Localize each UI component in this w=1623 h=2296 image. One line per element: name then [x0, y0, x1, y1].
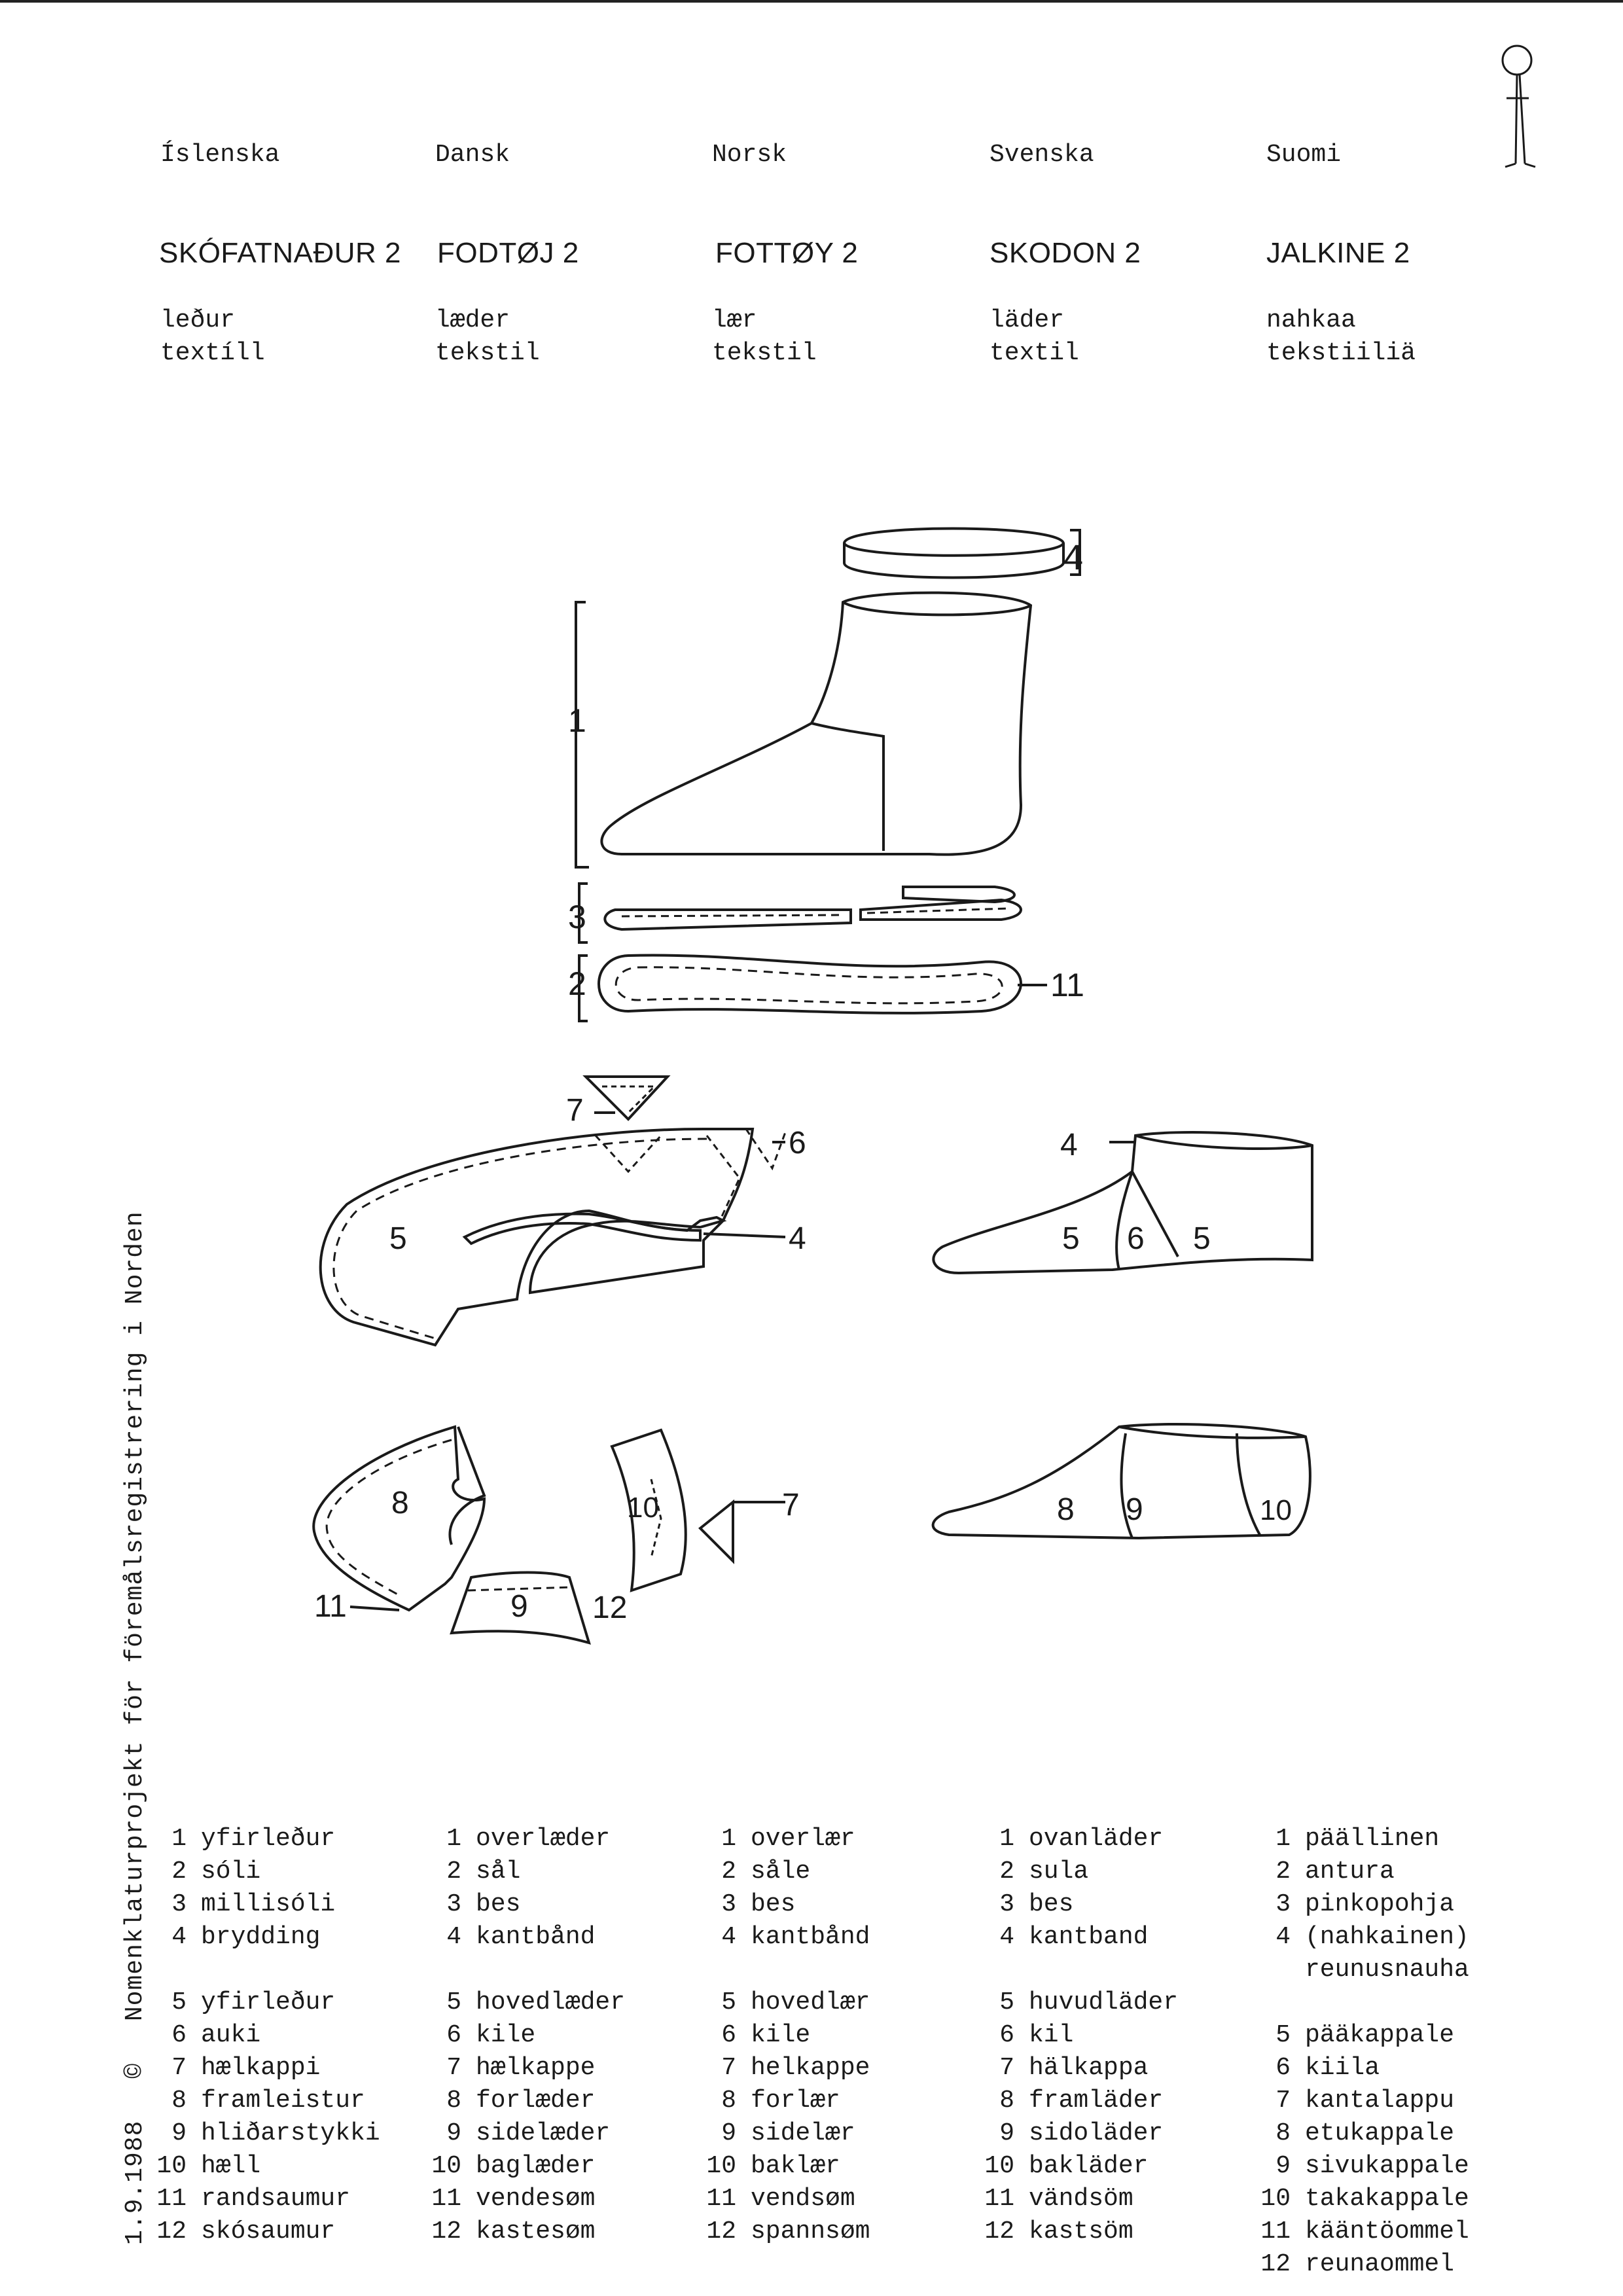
term-text: takakappale [1305, 2185, 1469, 2213]
term-number: 10 [431, 2152, 461, 2180]
term-row [1251, 2052, 1469, 2085]
term-number: 7 [721, 2054, 736, 2082]
term-text: bes [1029, 1890, 1074, 1918]
term-row [975, 1888, 1178, 1921]
term-row [975, 1823, 1178, 1856]
term-row [422, 1823, 625, 1856]
term-row [697, 2019, 870, 2052]
lang-finnish: Suomi [1266, 141, 1342, 169]
term-text: helkappe [751, 2054, 870, 2082]
terms-danish [422, 1823, 625, 2248]
term-number: 9 [721, 2119, 736, 2147]
term-text: bes [751, 1890, 796, 1918]
term-row [147, 2117, 380, 2150]
term-row [1251, 2215, 1469, 2248]
term-row [147, 1986, 380, 2019]
term-number: 6 [1275, 2054, 1291, 2082]
term-row [422, 1921, 625, 1954]
heel-gusset-top [586, 1077, 668, 1119]
term-text: bakläder [1029, 2152, 1149, 2180]
term-number: 11 [984, 2185, 1014, 2213]
term-number: 10 [156, 2152, 187, 2180]
label-9-pattern: 9 [510, 1589, 528, 1624]
copyright-icon: © [121, 2062, 149, 2079]
term-number: 12 [984, 2217, 1014, 2246]
term-number: 1 [999, 1825, 1014, 1853]
term-text: kastsöm [1029, 2217, 1133, 2246]
label-7-bottom: 7 [782, 1488, 800, 1522]
term-text: skósaumur [201, 2217, 336, 2246]
term-row [1251, 2019, 1469, 2052]
footer-project: Nomenklaturprojekt för föremålsregistrering i Norden [121, 1211, 149, 2022]
term-text: yfirleður [201, 1825, 336, 1853]
term-text: kantbånd [751, 1923, 870, 1951]
material-item: læder [435, 306, 510, 334]
term-text: baglæder [476, 2152, 596, 2180]
term-text: sidoläder [1029, 2119, 1164, 2147]
term-row [697, 1888, 870, 1921]
material-item: tekstiiliä [1266, 339, 1416, 367]
term-text: kantband [1029, 1923, 1149, 1951]
term-text: framleistur [201, 2087, 365, 2115]
term-number: 5 [446, 1988, 461, 2017]
term-number: 1 [446, 1825, 461, 1853]
term-number: 4 [999, 1923, 1014, 1951]
term-number: 5 [1275, 2021, 1291, 2049]
figure-mascot-icon [1503, 46, 1535, 167]
term-number: 5 [171, 1988, 187, 2017]
term-text: sóli [201, 1857, 261, 1886]
term-text: bes [476, 1890, 521, 1918]
term-text: millisóli [201, 1890, 336, 1918]
term-number: 6 [721, 2021, 736, 2049]
term-number: 9 [171, 2119, 187, 2147]
term-row [147, 2019, 380, 2052]
term-text: overlær [751, 1825, 855, 1853]
term-text: pinkopohja [1305, 1890, 1455, 1918]
label-5b-shoe-a: 5 [1193, 1221, 1211, 1256]
label-1: 1 [568, 702, 586, 739]
term-text: kantbånd [476, 1923, 596, 1951]
term-number: 1 [171, 1825, 187, 1853]
term-number: 2 [721, 1857, 736, 1886]
term-text: brydding [201, 1923, 321, 1951]
label-4-top: 4 [1063, 538, 1084, 577]
term-text: vändsöm [1029, 2185, 1133, 2213]
term-group-gap [422, 1954, 625, 1986]
term-text: kastesøm [476, 2217, 596, 2246]
term-text: forlæder [476, 2087, 596, 2115]
footer-date: 1.9.1988 [121, 2120, 149, 2245]
material-item: läder [990, 306, 1065, 334]
term-row [422, 2215, 625, 2248]
term-text: hovedlæder [476, 1988, 626, 2017]
term-row [147, 2183, 380, 2215]
term-text: kiila [1305, 2054, 1380, 2082]
term-row [1251, 1823, 1469, 1856]
term-number: 9 [446, 2119, 461, 2147]
lang-norwegian: Norsk [712, 141, 787, 169]
term-row [1251, 2183, 1469, 2215]
term-number: 11 [431, 2185, 461, 2213]
term-number: 8 [721, 2087, 736, 2115]
term-number: 3 [446, 1890, 461, 1918]
label-11-pattern: 11 [314, 1589, 347, 1624]
term-number: 2 [999, 1857, 1014, 1886]
term-row [1251, 2248, 1469, 2281]
term-text: reunaommel [1305, 2250, 1455, 2278]
term-row [975, 1986, 1178, 2019]
term-row [422, 2183, 625, 2215]
term-row [147, 1856, 380, 1888]
term-number: 7 [999, 2054, 1014, 2082]
term-row [697, 2117, 870, 2150]
term-number: 5 [999, 1988, 1014, 2017]
term-row [147, 2215, 380, 2248]
term-text: vendsøm [751, 2185, 855, 2213]
term-number: 7 [171, 2054, 187, 2082]
term-number: 9 [1275, 2152, 1291, 2180]
term-number: 3 [999, 1890, 1014, 1918]
term-row [697, 2150, 870, 2183]
term-number: 3 [721, 1890, 736, 1918]
term-row [975, 1856, 1178, 1888]
lang-danish: Dansk [435, 141, 510, 169]
term-text: kile [751, 2021, 811, 2049]
term-number: 2 [446, 1857, 461, 1886]
terms-swedish [975, 1823, 1178, 2248]
label-5-shoe-a: 5 [1062, 1221, 1080, 1256]
term-text: kääntöommel [1305, 2217, 1469, 2246]
term-row [697, 2085, 870, 2117]
term-number: 12 [156, 2217, 187, 2246]
term-number: 7 [446, 2054, 461, 2082]
label-3: 3 [568, 899, 586, 935]
terms-icelandic [147, 1823, 380, 2248]
heel-gusset-bottom [700, 1502, 785, 1561]
term-row [975, 2052, 1178, 2085]
title-norwegian: FOTTØY 2 [715, 237, 859, 269]
terms-finnish [1251, 1823, 1469, 2281]
material-item: nahkaa [1266, 306, 1356, 334]
term-text: sidelær [751, 2119, 855, 2147]
term-row [422, 1888, 625, 1921]
term-row [1251, 1921, 1469, 1954]
term-number: 4 [446, 1923, 461, 1951]
term-text: pääkappale [1305, 2021, 1455, 2049]
label-9-shoe-b: 9 [1126, 1492, 1143, 1527]
term-row [1251, 1888, 1469, 1921]
term-number: 11 [706, 2185, 736, 2213]
term-text: sidelæder [476, 2119, 611, 2147]
title-finnish: JALKINE 2 [1266, 237, 1410, 269]
term-text: reunusnauha [1305, 1956, 1469, 1984]
term-number: 12 [431, 2217, 461, 2246]
term-text: yfirleður [201, 1988, 336, 2017]
term-row [697, 1921, 870, 1954]
term-row [975, 1921, 1178, 1954]
label-11-top: 11 [1050, 967, 1084, 1003]
label-8-shoe-b: 8 [1057, 1492, 1075, 1527]
term-number: 8 [999, 2087, 1014, 2115]
term-number: 6 [171, 2021, 187, 2049]
term-row [147, 2150, 380, 2183]
term-number: 4 [721, 1923, 736, 1951]
term-text: framläder [1029, 2087, 1164, 2115]
label-8-pattern: 8 [391, 1486, 409, 1520]
term-number: 1 [1275, 1825, 1291, 1853]
boot-upper [576, 593, 1031, 867]
term-text: vendesøm [476, 2185, 596, 2213]
term-group-gap [1251, 1986, 1469, 2019]
footer-vertical [121, 1185, 149, 2245]
term-row [1251, 1954, 1469, 1986]
label-4-pattern: 4 [789, 1221, 806, 1256]
insole-bes [579, 884, 1021, 942]
term-row [147, 2085, 380, 2117]
term-row [697, 1986, 870, 2019]
term-row [147, 1823, 380, 1856]
label-10-pattern: 10 [627, 1492, 659, 1524]
term-text: kil [1029, 2021, 1074, 2049]
material-item: tekstil [435, 339, 540, 367]
term-row [975, 2019, 1178, 2052]
term-row [422, 2117, 625, 2150]
term-row [422, 2052, 625, 2085]
term-number: 8 [446, 2087, 461, 2115]
term-number: 11 [156, 2185, 187, 2213]
term-number: 12 [706, 2217, 736, 2246]
title-danish: FODTØJ 2 [437, 237, 579, 269]
term-row [422, 2085, 625, 2117]
term-number: 8 [171, 2087, 187, 2115]
term-text: kile [476, 2021, 536, 2049]
term-row [147, 1888, 380, 1921]
label-6-pattern: 6 [789, 1126, 806, 1160]
term-row [422, 1856, 625, 1888]
term-row [975, 2183, 1178, 2215]
label-10-shoe-b: 10 [1260, 1494, 1292, 1526]
term-number: 5 [721, 1988, 736, 2017]
term-number: 2 [171, 1857, 187, 1886]
shoe-style-b [933, 1424, 1310, 1538]
term-row [975, 2085, 1178, 2117]
material-item: lær [712, 306, 757, 334]
title-swedish: SKODON 2 [990, 237, 1141, 269]
term-text: randsaumur [201, 2185, 351, 2213]
label-5-pattern: 5 [389, 1221, 407, 1256]
label-2: 2 [568, 965, 586, 1002]
term-text: päällinen [1305, 1825, 1440, 1853]
term-number: 3 [1275, 1890, 1291, 1918]
term-text: (nahkainen) [1305, 1923, 1469, 1951]
material-item: textíll [160, 339, 265, 367]
term-text: forlær [751, 2087, 840, 2115]
material-item: tekstil [712, 339, 817, 367]
term-row [697, 2052, 870, 2085]
term-row [1251, 2117, 1469, 2150]
lang-icelandic: Íslenska [160, 141, 280, 169]
term-number: 4 [171, 1923, 187, 1951]
term-number: 12 [1260, 2250, 1291, 2278]
material-item: textil [990, 339, 1079, 367]
terms-norwegian [697, 1823, 870, 2248]
term-row [697, 1823, 870, 1856]
term-row [147, 1921, 380, 1954]
term-row [697, 2183, 870, 2215]
term-text: sula [1029, 1857, 1089, 1886]
term-row [697, 2215, 870, 2248]
term-number: 6 [999, 2021, 1014, 2049]
term-group-gap [697, 1954, 870, 1986]
term-row [975, 2150, 1178, 2183]
sole [579, 956, 1047, 1021]
term-text: sivukappale [1305, 2152, 1469, 2180]
term-text: såle [751, 1857, 811, 1886]
term-number: 2 [1275, 1857, 1291, 1886]
term-number: 10 [984, 2152, 1014, 2180]
term-row [422, 2150, 625, 2183]
term-text: hælkappi [201, 2054, 321, 2082]
term-text: hovedlær [751, 1988, 870, 2017]
cuff-band-top [844, 529, 1080, 578]
term-number: 10 [1260, 2185, 1291, 2213]
shoe-style-a [933, 1132, 1312, 1273]
term-number: 7 [1275, 2087, 1291, 2115]
term-text: hälkappa [1029, 2054, 1149, 2082]
term-row [975, 2215, 1178, 2248]
term-text: sål [476, 1857, 521, 1886]
term-number: 3 [171, 1890, 187, 1918]
term-group-gap [975, 1954, 1178, 1986]
term-number: 9 [999, 2119, 1014, 2147]
label-6-shoe-a: 6 [1127, 1221, 1145, 1256]
term-number: 1 [721, 1825, 736, 1853]
term-text: hæll [201, 2152, 261, 2180]
title-icelandic: SKÓFATNAÐUR 2 [159, 237, 401, 269]
term-text: auki [201, 2021, 261, 2049]
term-row [422, 1986, 625, 2019]
term-row [697, 1856, 870, 1888]
term-row [1251, 2085, 1469, 2117]
term-text: kantalappu [1305, 2087, 1455, 2115]
label-12-pattern: 12 [592, 1590, 628, 1625]
term-row [1251, 2150, 1469, 2183]
label-7-top: 7 [566, 1093, 584, 1128]
term-text: overlæder [476, 1825, 611, 1853]
term-text: baklær [751, 2152, 840, 2180]
term-number: 8 [1275, 2119, 1291, 2147]
label-4-shoe-a: 4 [1060, 1128, 1078, 1162]
term-number: 11 [1260, 2217, 1291, 2246]
term-number: 4 [1275, 1923, 1291, 1951]
term-row [1251, 1856, 1469, 1888]
term-text: huvudläder [1029, 1988, 1179, 2017]
term-text: hliðarstykki [201, 2119, 380, 2147]
term-text: antura [1305, 1857, 1395, 1886]
term-text: spannsøm [751, 2217, 870, 2246]
term-row [975, 2117, 1178, 2150]
lang-swedish: Svenska [990, 141, 1094, 169]
term-row [422, 2019, 625, 2052]
term-text: etukappale [1305, 2119, 1455, 2147]
leader-11 [350, 1607, 399, 1610]
term-row [147, 2052, 380, 2085]
term-number: 6 [446, 2021, 461, 2049]
term-text: ovanläder [1029, 1825, 1164, 1853]
term-group-gap [147, 1954, 380, 1986]
term-number: 10 [706, 2152, 736, 2180]
term-text: hælkappe [476, 2054, 596, 2082]
material-item: leður [160, 306, 236, 334]
